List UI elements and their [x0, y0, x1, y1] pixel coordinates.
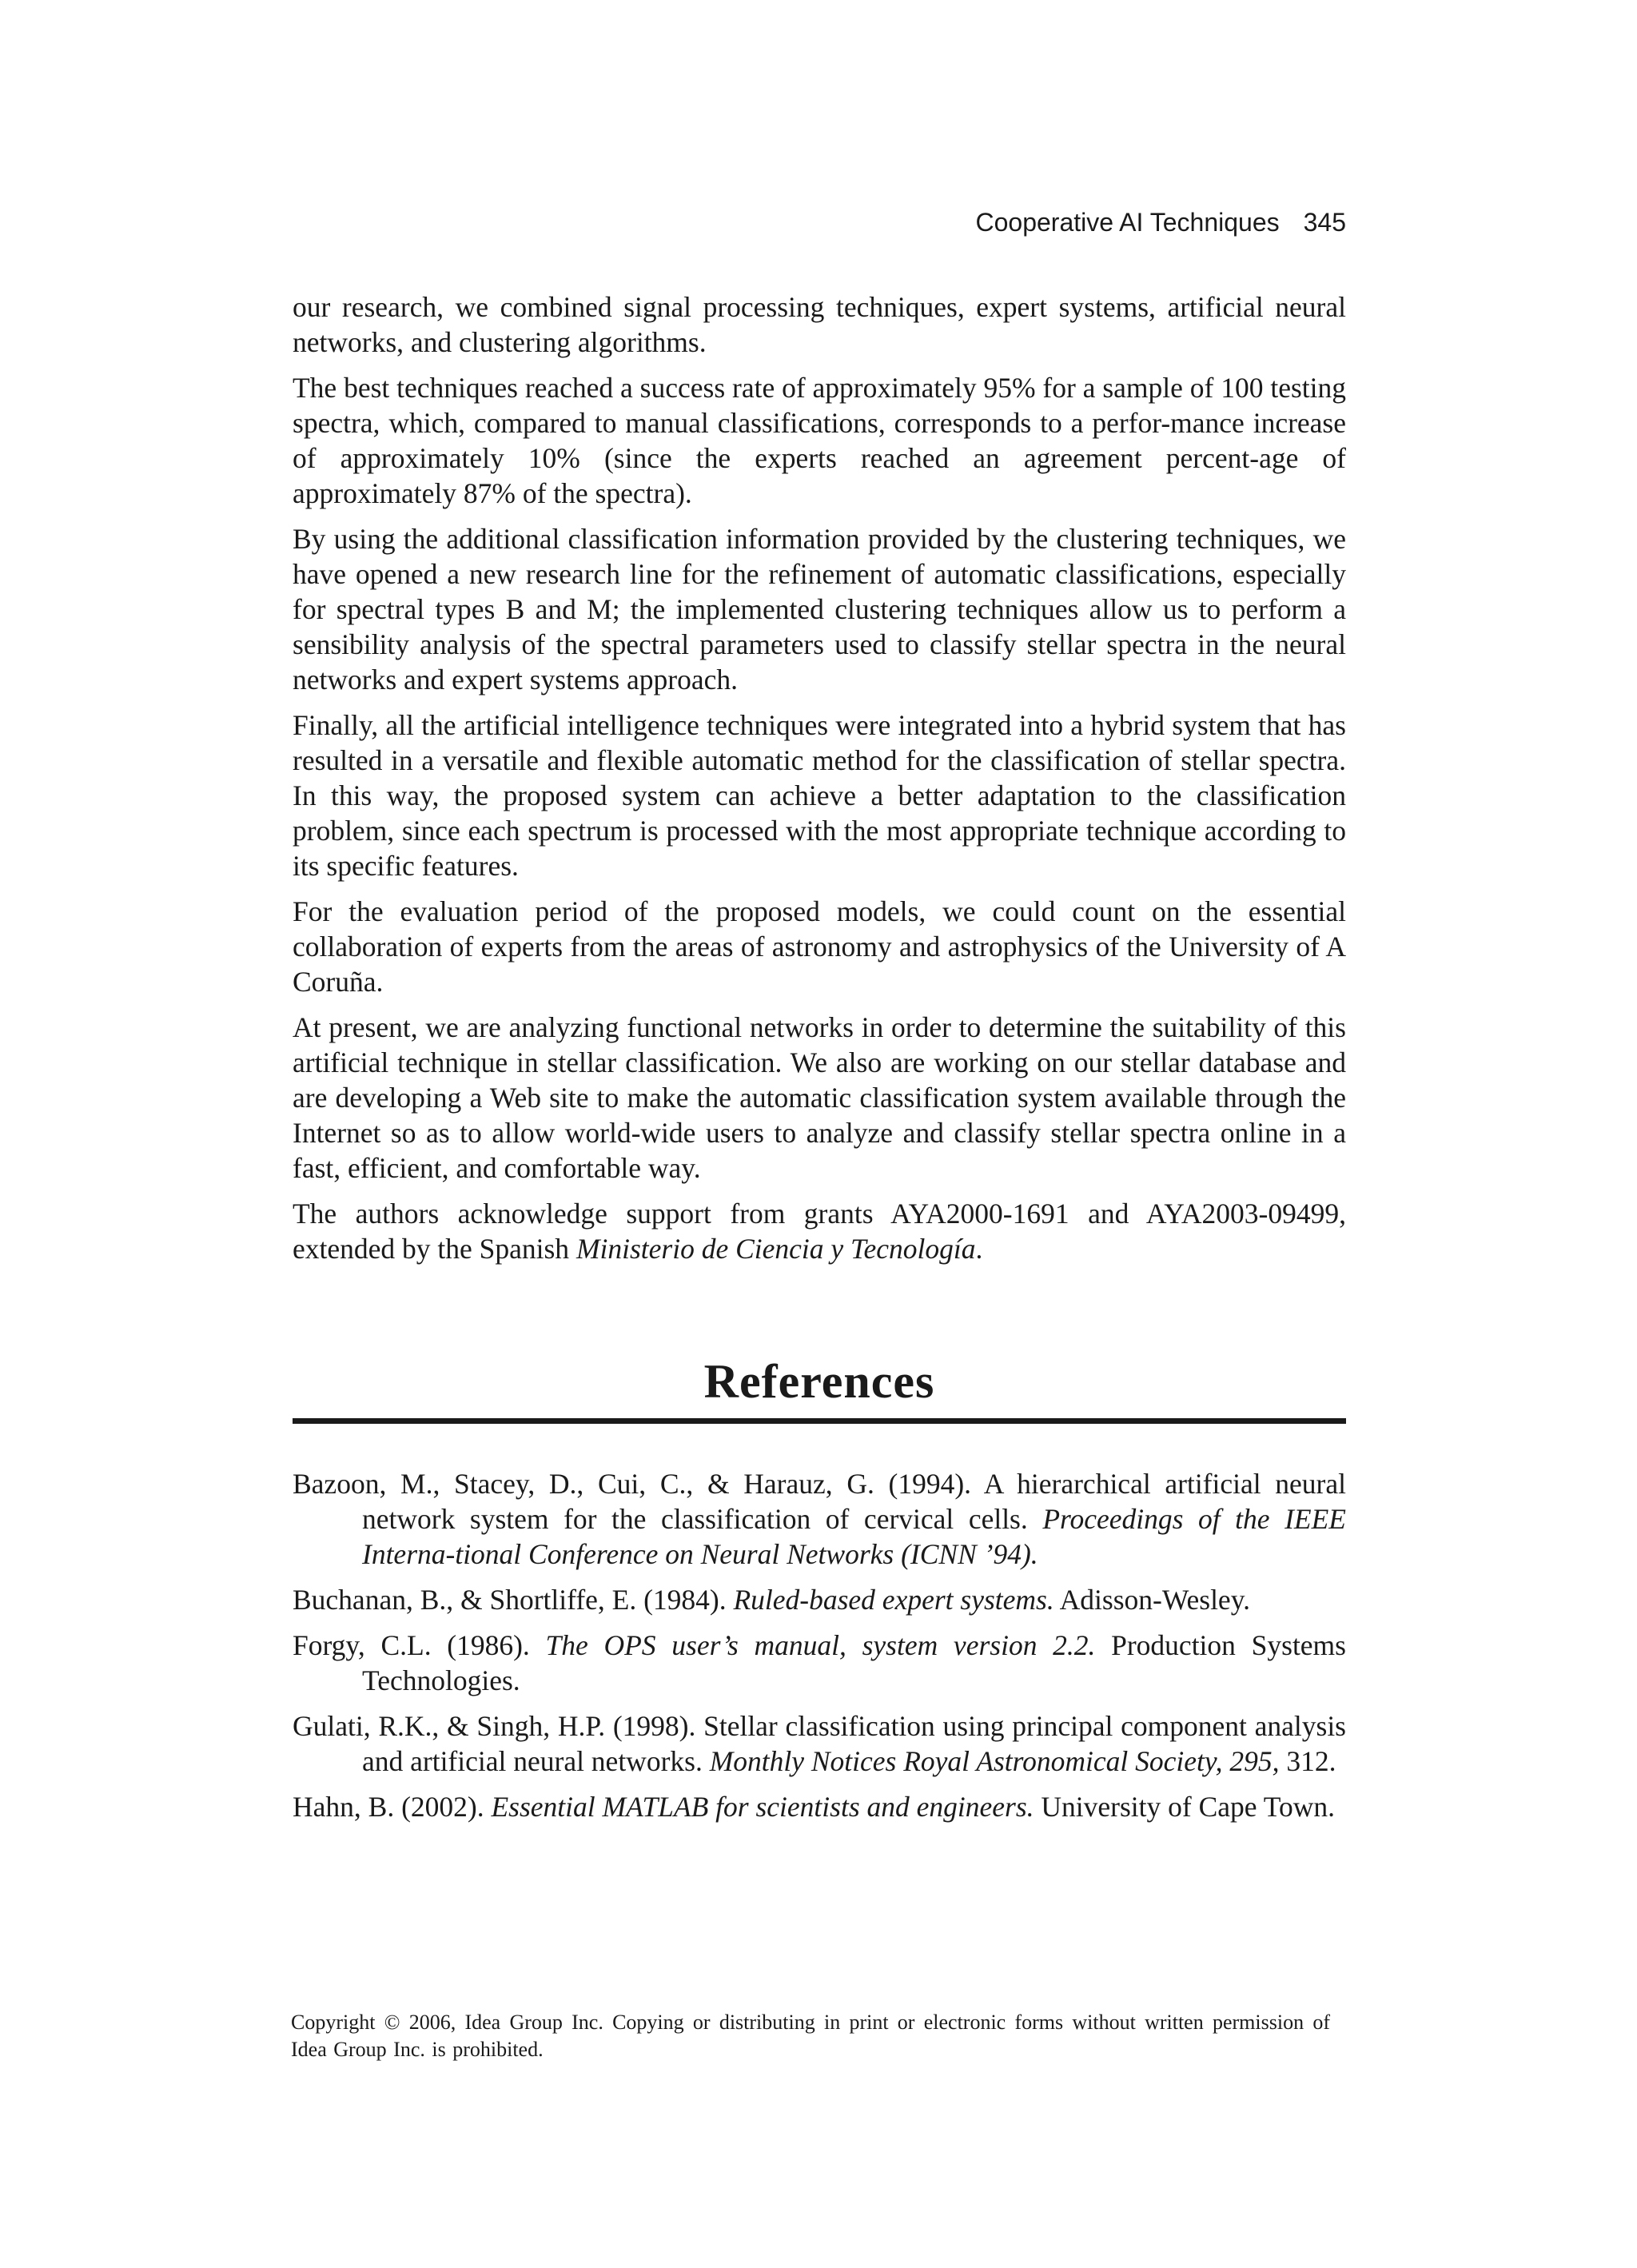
paragraph-text: The authors acknowledge support from grants AYA2000-1691 and AYA2003-09499, extended by the Spanish	[293, 1198, 1346, 1265]
paragraph: The best techniques reached a success rate of approximately 95% for a sample of 100 testing spectra, which, compared to manual classifications, corresponds to a perfor-mance increase of approximately 10% (since the experts reached an agreement percent-age of approximately 87% of the spectra).	[293, 372, 1346, 509]
reference-italic: Essential MATLAB for scientists and engineers.	[491, 1791, 1034, 1823]
copyright-notice: Copyright © 2006, Idea Group Inc. Copying or distributing in print or electronic forms without written permission of Idea Group Inc. is prohibited.	[291, 2011, 1330, 2061]
running-title: Cooperative AI Techniques	[975, 208, 1280, 237]
reference-item	[293, 1789, 1346, 1824]
reference-text: Forgy, C.L. (1986).	[293, 1629, 546, 1661]
reference-italic: The OPS user’s manual, system version 2.2.	[545, 1629, 1096, 1661]
references-heading: References	[703, 1355, 935, 1408]
reference-italic: Proceedings of the IEEE Interna-tional Conference on Neural Networks (ICNN ’94).	[362, 1503, 1346, 1570]
body-text	[293, 289, 1346, 1277]
reference-text: Buchanan, B., & Shortliffe, E. (1984).	[293, 1584, 734, 1616]
paragraph: For the evaluation period of the proposed models, we could count on the essential collaboration of experts from the areas of astronomy and astrophysics of the University of A Coruña.	[293, 895, 1346, 998]
reference-text-after: Production Systems Technologies.	[362, 1629, 1346, 1696]
running-head	[976, 206, 1347, 238]
reference-item	[293, 1582, 1346, 1617]
paragraph-italic: Ministerio de Ciencia y Tecnología	[576, 1233, 976, 1265]
reference-item	[293, 1466, 1346, 1572]
reference-text-after: University of Cape Town.	[1034, 1791, 1335, 1823]
reference-list	[293, 1466, 1346, 1835]
paragraph-text-after: .	[975, 1233, 983, 1265]
paragraph: Finally, all the artificial intelligence techniques were integrated into a hybrid system that has resulted in a versatile and flexible automatic method for the classification of stellar spectra. In this way, the proposed system can achieve a better adaptation to the classification problem, since each spectrum is processed with the most appropriate technique according to its specific features.	[293, 709, 1346, 882]
page-number: 345	[1303, 208, 1346, 237]
reference-text-after: Adisson-Wesley.	[1053, 1584, 1251, 1616]
reference-text: Bazoon, M., Stacey, D., Cui, C., & Harauz, G. (1994). A hierarchical artificial neural network system for the classification of cervical cells.	[293, 1468, 1346, 1535]
paragraph: By using the additional classification information provided by the clustering techniques, we have opened a new research line for the refinement of automatic classifications, especially for spectral types B and M; the implemented clustering techniques allow us to perform a sensibility analysis of the spectral parameters used to classify stellar spectra in the neural networks and expert systems approach.	[293, 523, 1346, 696]
reference-text: Gulati, R.K., & Singh, H.P. (1998). Stellar classification using principal component analysis and artificial neural networks.	[293, 1710, 1346, 1777]
reference-italic: Ruled-based expert systems.	[733, 1584, 1054, 1616]
reference-text: Hahn, B. (2002).	[293, 1791, 492, 1823]
reference-item	[293, 1628, 1346, 1698]
paragraph: our research, we combined signal processing techniques, expert systems, artificial neural networks, and clustering algorithms.	[293, 291, 1346, 358]
reference-italic: Monthly Notices Royal Astronomical Society, 295,	[709, 1745, 1280, 1777]
reference-item	[293, 1708, 1346, 1779]
paragraph: At present, we are analyzing functional networks in order to determine the suitability of this artificial technique in stellar classification. We also are working on our stellar database and are developing a Web site to make the automatic classification system available through the Internet so as to allow world-wide users to analyze and classify stellar spectra online in a fast, efficient, and comfortable way.	[293, 1011, 1346, 1184]
paragraph	[293, 1196, 1346, 1266]
reference-text-after: 312.	[1279, 1745, 1336, 1777]
references-rule	[293, 1418, 1346, 1424]
